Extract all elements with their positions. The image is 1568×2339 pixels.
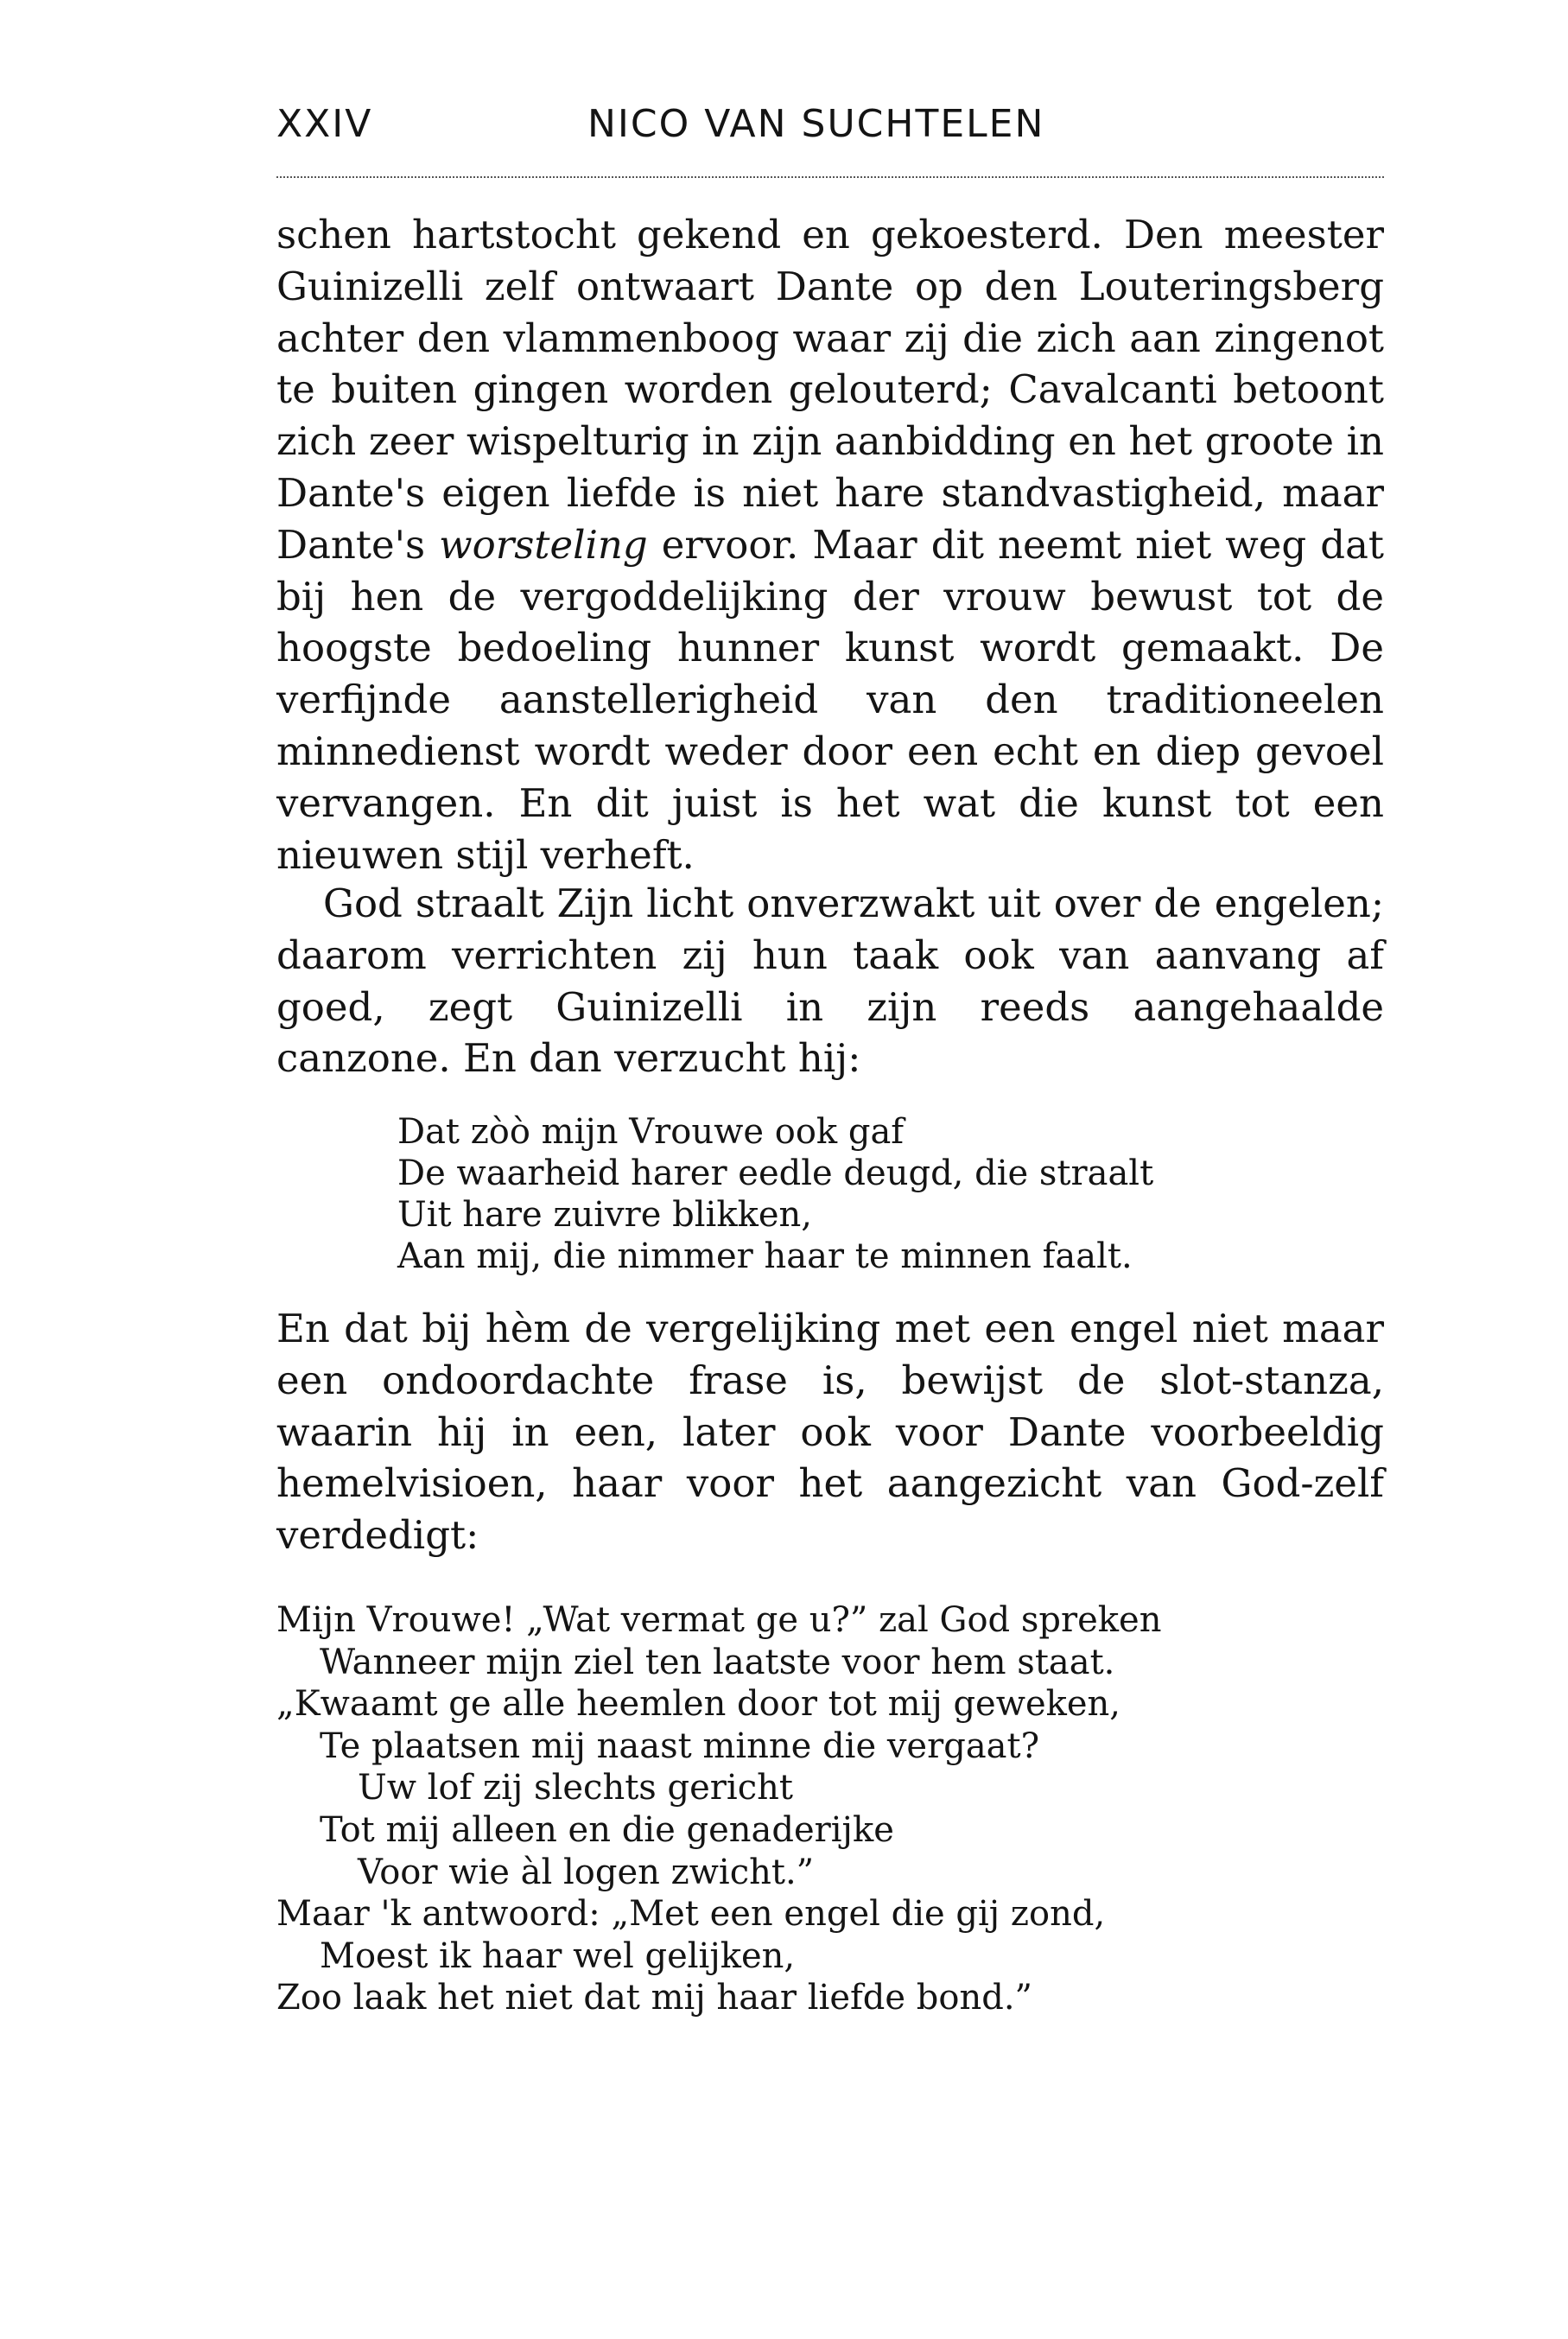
- paragraph-1-emphasis: worsteling: [439, 521, 648, 568]
- verse-quote-2: [276, 1599, 1161, 2019]
- verse-line: Moest ik haar wel gelijken,: [320, 1935, 796, 1976]
- running-title: NICO VAN SUCHTELEN: [587, 102, 1045, 146]
- verse-line: Uw lof zij slechts gericht: [358, 1768, 793, 1808]
- verse-quote-1: [397, 1111, 1153, 1277]
- paragraph-1: [276, 209, 1384, 880]
- verse-line: Voor wie àl logen zwicht.”: [358, 1852, 815, 1892]
- verse-line: Aan mij, die nimmer haar te minnen faalt.: [397, 1236, 1133, 1276]
- verse-line: Uit hare zuivre blikken,: [397, 1195, 812, 1235]
- verse-line: Maar 'k antwoord: „Met een engel die gij zond,: [276, 1894, 1106, 1935]
- verse-line: Wanneer mijn ziel ten laatste voor hem staat.: [320, 1642, 1115, 1682]
- verse-line: Mijn Vrouwe! „Wat vermat ge u?” zal God spreken: [276, 1600, 1162, 1640]
- page-number: XXIV: [276, 102, 373, 146]
- verse-line: Dat zòò mijn Vrouwe ook gaf: [397, 1112, 905, 1152]
- verse-line: Tot mij alleen en die genaderijke: [320, 1809, 894, 1850]
- verse-line: Zoo laak het niet dat mij haar liefde bond.”: [276, 1978, 1032, 2018]
- paragraph-3: En dat bij hèm de vergelijking met een engel niet maar een ondoordachte frase is, bewijst de slot-stanza, waarin hij in een, later ook voor Dante voorbeeldig hemelvisioen, haar voor het aangezicht van God-zelf verdedigt:: [276, 1306, 1384, 1559]
- header-divider: [276, 176, 1384, 178]
- paragraph-1-text-start: schen hartstocht gekend en gekoesterd. Den meester Guinizelli zelf ontwaart Dante op den Louteringsberg achter den vlammenboog waar zij die zich aan zingenot te buiten gingen worden gelouterd; Cavalcanti betoont zich zeer wispelturig in zijn aanbidding en het groote in Dante's eigen liefde is niet hare standvastigheid, maar Dante's: [276, 212, 1384, 568]
- paragraph-1-text-end: ervoor. Maar dit neemt niet weg dat bij hen de vergoddelijking der vrouw bewust tot de hoogste bedoeling hunner kunst wordt gemaakt. De verfijnde aanstellerigheid van den traditioneelen minnedienst wordt weder door een echt en diep gevoel vervangen. En dit juist is het wat die kunst tot een nieuwen stijl verheft.: [276, 521, 1384, 878]
- verse-line: „Kwaamt ge alle heemlen door tot mij geweken,: [276, 1684, 1121, 1725]
- running-head: [276, 102, 1384, 157]
- verse-line: Te plaatsen mij naast minne die vergaat?: [320, 1726, 1040, 1766]
- paragraph-2: God straalt Zijn licht onverzwakt uit over de engelen; daarom verrichten zij hun taak ook van aanvang af goed, zegt Guinizelli in zijn reeds aangehaalde canzone. En dan verzucht hij:: [276, 880, 1384, 1082]
- verse-line: De waarheid harer eedle deugd, die straalt: [397, 1154, 1154, 1193]
